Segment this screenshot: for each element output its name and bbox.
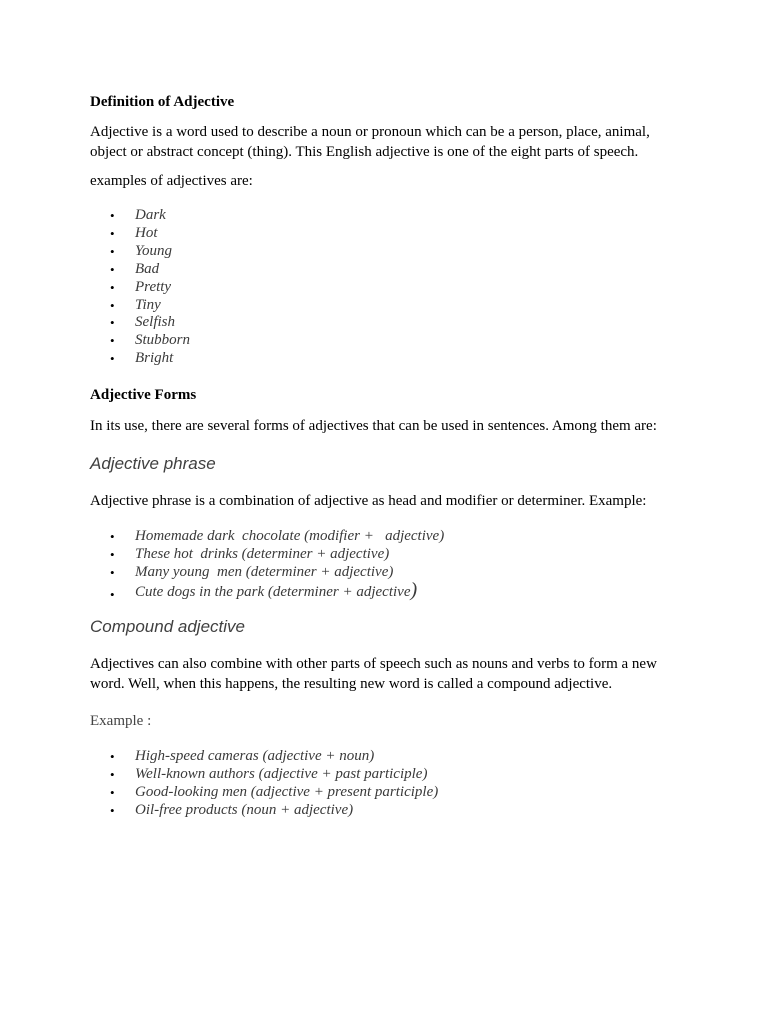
list-item — [90, 564, 690, 582]
bullet-icon: • — [110, 243, 115, 259]
list-item-text: Pretty — [135, 278, 172, 295]
phrase-heading: Adjective phrase — [90, 454, 216, 474]
list-item — [90, 332, 690, 350]
bullet-icon: • — [110, 586, 115, 602]
list-item-text: High-speed cameras (adjective + noun) — [135, 747, 375, 764]
list-item-text: Cute dogs in the park (determiner + adjective — [135, 583, 411, 600]
list-item — [90, 546, 690, 564]
bullet-icon: • — [110, 748, 115, 764]
list-item — [90, 279, 690, 297]
bullet-icon: • — [110, 547, 115, 563]
bullet-icon: • — [110, 784, 115, 800]
list-item — [90, 784, 690, 802]
list-item-text: Bad — [135, 260, 160, 277]
list-item — [90, 297, 690, 315]
bullet-icon: • — [110, 315, 115, 331]
list-item — [90, 243, 690, 261]
list-item — [90, 207, 690, 225]
examples-intro: examples of adjectives are: — [90, 173, 253, 189]
list-item-text: Well-known authors (adjective + past participle) — [135, 765, 428, 782]
list-item-text: Homemade dark chocolate (modifier + adjective) — [135, 528, 445, 545]
phrase-paragraph: Adjective phrase is a combination of adjective as head and modifier or determiner. Example: — [90, 493, 647, 510]
list-item — [90, 261, 690, 279]
list-item-text: Dark — [135, 207, 166, 223]
bullet-icon: • — [110, 333, 115, 349]
list-item-text: Good-looking men (adjective + present participle) — [135, 783, 439, 800]
list-item-text: Stubborn — [135, 332, 191, 349]
bullet-icon: • — [110, 225, 115, 241]
adjective-examples-list — [90, 207, 690, 368]
forms-heading: Adjective Forms — [90, 387, 197, 404]
bullet-icon: • — [110, 564, 115, 580]
list-item — [90, 528, 690, 546]
compound-example-label: Example : — [90, 712, 152, 729]
compound-heading: Compound adjective — [90, 616, 245, 636]
list-item — [90, 748, 690, 766]
list-item — [90, 225, 690, 243]
list-item — [90, 314, 690, 332]
list-item-text: Selfish — [135, 314, 175, 331]
list-item-text: These hot drinks (determiner + adjective) — [135, 546, 390, 563]
compound-examples-list — [90, 748, 690, 820]
list-item-text: Many young men (determiner + adjective) — [135, 563, 394, 580]
list-item — [90, 350, 690, 368]
definition-heading: Definition of Adjective — [90, 94, 235, 110]
bullet-icon: • — [110, 351, 115, 367]
forms-paragraph: In its use, there are several forms of adjectives that can be used in sentences. Among them are: — [90, 418, 657, 435]
list-item-text: Young — [135, 242, 172, 259]
definition-paragraph: Adjective is a word used to describe a noun or pronoun which can be a person, place, animal, object or abstract concept (thing). This English adjective is one of the eight parts of speech. — [90, 124, 650, 160]
bullet-icon: • — [110, 279, 115, 295]
bullet-icon: • — [110, 208, 115, 223]
list-item-text: Bright — [135, 350, 174, 367]
bullet-icon: • — [110, 529, 115, 545]
list-item — [90, 578, 690, 603]
phrase-examples-list — [90, 528, 690, 603]
list-item-text: Tiny — [135, 296, 161, 313]
document-page — [90, 93, 690, 820]
list-item-text: Oil-free products (noun + adjective) — [135, 801, 354, 818]
list-item-text: Hot — [135, 224, 158, 241]
compound-paragraph: Adjectives can also combine with other parts of speech such as nouns and verbs to form a new word. Well, when this happens, the resulting new word is called a compound adjective. — [90, 655, 657, 692]
closing-paren: ) — [410, 578, 418, 601]
bullet-icon: • — [110, 802, 115, 818]
bullet-icon: • — [110, 766, 115, 782]
list-item — [90, 766, 690, 784]
list-item — [90, 802, 690, 820]
bullet-icon: • — [110, 261, 115, 277]
bullet-icon: • — [110, 297, 115, 313]
